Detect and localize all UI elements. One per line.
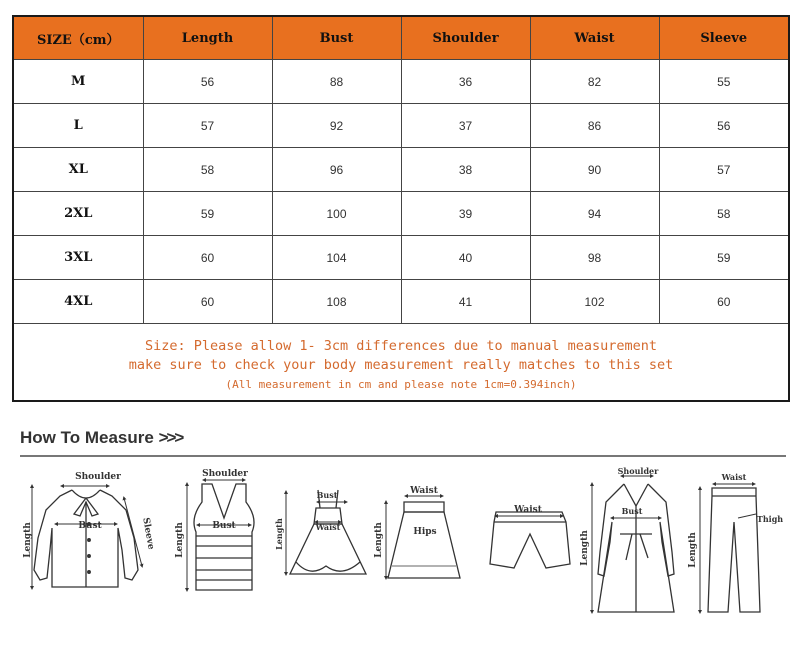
dress-bust-label: Bust bbox=[316, 490, 338, 500]
dress-waist-label: Waist bbox=[315, 522, 341, 532]
how-to-measure-title bbox=[20, 428, 182, 448]
waist-cell: 102 bbox=[530, 280, 659, 324]
pants-diagram-icon bbox=[700, 484, 760, 612]
how-to-measure-label: How To Measure bbox=[20, 428, 154, 447]
shorts-diagram-icon bbox=[490, 512, 570, 568]
measurement-figures bbox=[0, 462, 805, 662]
blouse-diagram-icon bbox=[32, 486, 142, 588]
skirt-waist-label: Waist bbox=[410, 486, 438, 496]
waist-cell: 94 bbox=[530, 192, 659, 236]
skirt-diagram-icon bbox=[386, 496, 460, 578]
coat-length-label: Length bbox=[580, 530, 590, 566]
triple-arrow-icon: >>> bbox=[158, 428, 183, 447]
table-row bbox=[13, 60, 789, 104]
header-length: Length bbox=[143, 16, 272, 60]
size-cell: M bbox=[13, 60, 143, 104]
header-sleeve: Sleeve bbox=[659, 16, 789, 60]
sleeve-cell: 58 bbox=[659, 192, 789, 236]
dress-diagram-icon bbox=[286, 490, 366, 574]
length-cell: 60 bbox=[143, 236, 272, 280]
bust-cell: 100 bbox=[272, 192, 401, 236]
length-cell: 60 bbox=[143, 280, 272, 324]
vneck-shoulder-label: Shoulder bbox=[202, 469, 248, 479]
table-row bbox=[13, 236, 789, 280]
size-cell: 2XL bbox=[13, 192, 143, 236]
bust-cell: 108 bbox=[272, 280, 401, 324]
length-cell: 56 bbox=[143, 60, 272, 104]
blouse-sleeve-label: Sleeve bbox=[140, 516, 156, 551]
bust-cell: 96 bbox=[272, 148, 401, 192]
shorts-waist-label: Waist bbox=[514, 505, 542, 515]
note-cell bbox=[13, 324, 789, 402]
header-waist: Waist bbox=[530, 16, 659, 60]
size-cell: 4XL bbox=[13, 280, 143, 324]
shoulder-cell: 38 bbox=[401, 148, 530, 192]
section-divider bbox=[20, 455, 786, 457]
header-shoulder: Shoulder bbox=[401, 16, 530, 60]
bust-cell: 92 bbox=[272, 104, 401, 148]
coat-diagram-icon bbox=[592, 476, 674, 612]
pants-thigh-label: Thigh bbox=[756, 514, 784, 524]
blouse-shoulder-label: Shoulder bbox=[75, 472, 121, 482]
note-row bbox=[13, 324, 789, 402]
header-bust: Bust bbox=[272, 16, 401, 60]
shoulder-cell: 41 bbox=[401, 280, 530, 324]
length-cell: 59 bbox=[143, 192, 272, 236]
blouse-bust-label: Bust bbox=[78, 521, 102, 531]
waist-cell: 86 bbox=[530, 104, 659, 148]
vneck-length-label: Length bbox=[175, 522, 185, 558]
pants-waist-label: Waist bbox=[721, 472, 747, 482]
table-row bbox=[13, 192, 789, 236]
table-row bbox=[13, 104, 789, 148]
size-cell: L bbox=[13, 104, 143, 148]
sleeve-cell: 59 bbox=[659, 236, 789, 280]
length-cell: 58 bbox=[143, 148, 272, 192]
bust-cell: 104 bbox=[272, 236, 401, 280]
shoulder-cell: 40 bbox=[401, 236, 530, 280]
shoulder-cell: 39 bbox=[401, 192, 530, 236]
blouse-length-label: Length bbox=[23, 522, 33, 558]
skirt-length-label: Length bbox=[374, 522, 384, 558]
size-cell: 3XL bbox=[13, 236, 143, 280]
skirt-hips-label: Hips bbox=[413, 527, 437, 537]
coat-bust-label: Bust bbox=[621, 506, 643, 516]
pants-length-label: Length bbox=[688, 532, 698, 568]
waist-cell: 82 bbox=[530, 60, 659, 104]
note-check: make sure to check your body measurement really matches to this set bbox=[128, 356, 674, 373]
header-size: SIZE（cm） bbox=[13, 16, 143, 60]
sleeve-cell: 60 bbox=[659, 280, 789, 324]
vneck-top-diagram-icon bbox=[187, 480, 254, 590]
coat-shoulder-label: Shoulder bbox=[617, 466, 659, 476]
waist-cell: 90 bbox=[530, 148, 659, 192]
dress-length-label: Length bbox=[274, 518, 284, 550]
table-header-row bbox=[13, 16, 789, 60]
size-chart-table bbox=[12, 15, 790, 402]
note-conversion: (All measurement in cm and please note 1cm=0.394inch) bbox=[225, 377, 577, 391]
size-cell: XL bbox=[13, 148, 143, 192]
length-cell: 57 bbox=[143, 104, 272, 148]
sleeve-cell: 55 bbox=[659, 60, 789, 104]
sleeve-cell: 56 bbox=[659, 104, 789, 148]
shoulder-cell: 37 bbox=[401, 104, 530, 148]
sleeve-cell: 57 bbox=[659, 148, 789, 192]
vneck-bust-label: Bust bbox=[212, 521, 236, 531]
note-allowance: Size: Please allow 1- 3cm differences due to manual measurement bbox=[144, 337, 658, 354]
shoulder-cell: 36 bbox=[401, 60, 530, 104]
table-row bbox=[13, 280, 789, 324]
waist-cell: 98 bbox=[530, 236, 659, 280]
bust-cell: 88 bbox=[272, 60, 401, 104]
table-row bbox=[13, 148, 789, 192]
